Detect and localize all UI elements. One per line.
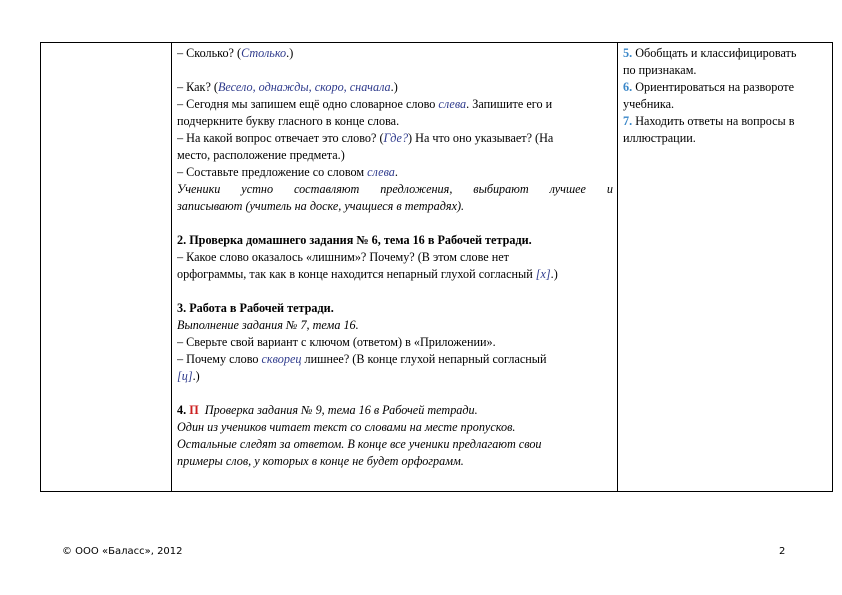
section-heading: 3. Работа в Рабочей тетради. bbox=[177, 301, 334, 315]
text-line: – Какое слово оказалось «лишним»? Почему? (В этом слове нет bbox=[177, 250, 509, 264]
text-line: записывают (учитель на доске, учащиеся в тетрадях). bbox=[177, 199, 465, 213]
text-line: – Сколько? (Столько.) bbox=[177, 46, 294, 60]
lesson-table bbox=[40, 42, 833, 492]
goal-item: 5. Обобщать и классифицировать bbox=[623, 46, 797, 60]
text-line: подчеркните букву гласного в конце слова. bbox=[177, 114, 400, 128]
section-heading: 4. П Проверка задания № 9, тема 16 в Рабочей тетради. bbox=[177, 403, 478, 417]
text-line: Выполнение задания № 7, тема 16. bbox=[177, 318, 359, 332]
text-line: орфограммы, так как в конце находится непарный глухой согласный [х].) bbox=[177, 267, 558, 281]
text-line: примеры слов, у которых в конце не будет орфограмм. bbox=[177, 454, 464, 468]
empty-cell bbox=[41, 43, 172, 492]
copyright-footer: © ООО «Баласс», 2012 bbox=[62, 546, 183, 557]
page-number: 2 bbox=[779, 546, 786, 557]
goal-item-cont: учебника. bbox=[623, 97, 675, 111]
red-p-marker: П bbox=[189, 403, 199, 417]
goal-item: 6. Ориентироваться на развороте bbox=[623, 80, 795, 94]
text-line: Ученики устно составляют предложения, выбирают лучшее и bbox=[177, 182, 613, 196]
text-line: – Сверьте свой вариант с ключом (ответом) в «Приложении». bbox=[177, 335, 496, 349]
section-heading: 2. Проверка домашнего задания № 6, тема 16 в Рабочей тетради. bbox=[177, 233, 532, 247]
text-line: [ц].) bbox=[177, 369, 200, 383]
text-line: – Сегодня мы запишем ещё одно словарное слово слева. Запишите его и bbox=[177, 97, 553, 111]
text-line: – Как? (Весело, однажды, скоро, сначала.) bbox=[177, 80, 398, 94]
lesson-steps-cell bbox=[172, 43, 618, 492]
text-line: Остальные следят за ответом. В конце все ученики предлагают свои bbox=[177, 437, 542, 451]
goal-item: 7. Находить ответы на вопросы в bbox=[623, 114, 795, 128]
text-line: – Составьте предложение со словом слева. bbox=[177, 165, 398, 179]
goal-item-cont: иллюстрации. bbox=[623, 131, 696, 145]
text-line: – Почему слово скворец лишнее? (В конце глухой непарный согласный bbox=[177, 352, 547, 366]
learning-goals-cell bbox=[618, 43, 833, 492]
text-line: Один из учеников читает текст со словами на месте пропусков. bbox=[177, 420, 516, 434]
goal-item-cont: по признакам. bbox=[623, 63, 697, 77]
table-row bbox=[41, 43, 833, 492]
text-line: место, расположение предмета.) bbox=[177, 148, 345, 162]
text-line: – На какой вопрос отвечает это слово? (Где?) На что оно указывает? (На bbox=[177, 131, 554, 145]
